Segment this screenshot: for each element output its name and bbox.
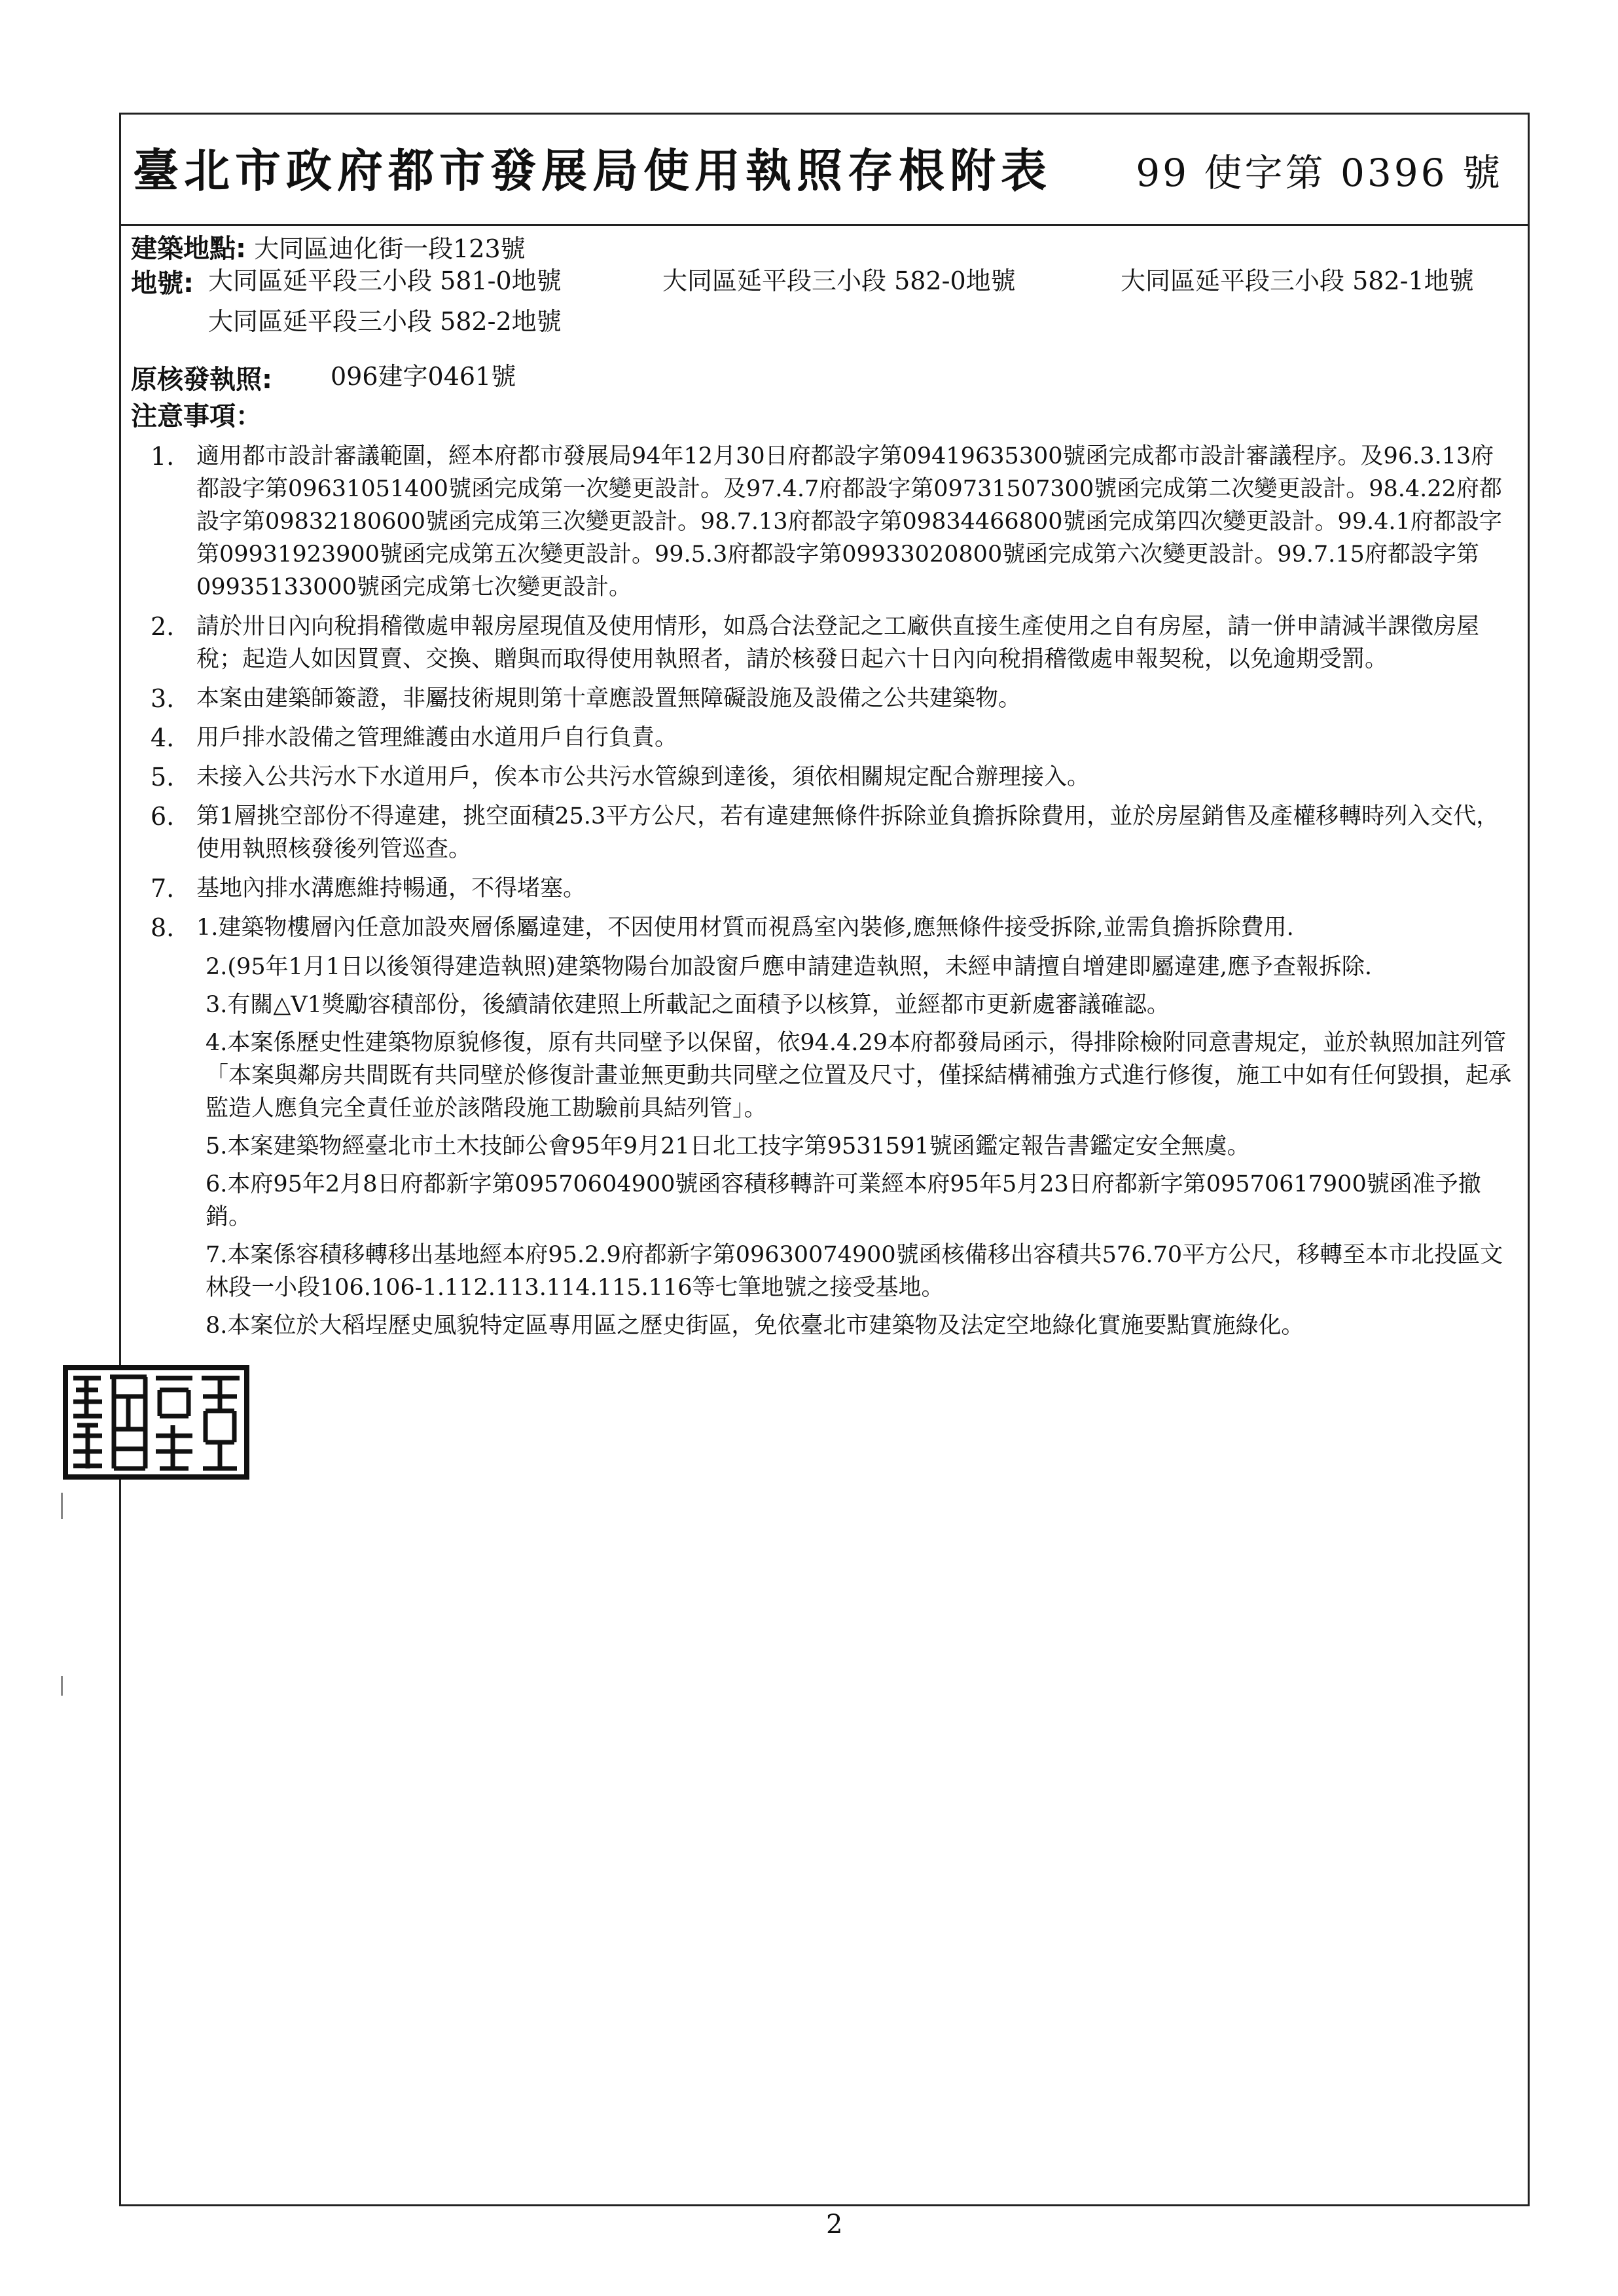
note-number: 7. xyxy=(151,874,175,903)
permit-number: 99 使字第 0396 號 xyxy=(1136,151,1503,195)
note-number: 3. xyxy=(151,684,175,713)
scan-mark xyxy=(61,1676,63,1696)
address-value: 大同區迪化街一段123號 xyxy=(254,234,526,263)
scan-mark xyxy=(61,1493,63,1519)
note-text: 適用都市設計審議範圍，經本府都市發展局94年12月30日府都設字第09419635300號函完成都市設計審議程序。及96.3.13府都設字第09631051400號函完成第一次變更設計。及97.4.7府都設字第09731507300號函完成第二次變更設計。98.4.22府都設字第09832180600號函完成第三次變更設計。98.7.13府都設字第09834466800號函完成第四次變更設計。99.4.1府都設字第09931923900號函完成第五次變更設計。99.5.3府都設字第09933020800號函完成第六次變更設計。99.7.15府都設字第09935133000號函完成第七次變更設計。 xyxy=(196,443,1502,600)
official-seal-stamp xyxy=(63,1365,249,1480)
page-number: 2 xyxy=(826,2210,843,2240)
note-number: 8. xyxy=(151,913,175,942)
note-item-8 xyxy=(151,911,1512,944)
note-number: 5. xyxy=(151,763,175,792)
note8-sub-8: 8.本案位於大稻埕歷史風貌特定區專用區之歷史街區，免依臺北市建築物及法定空地綠化實施要點實施綠化。 xyxy=(206,1313,1304,1339)
lot-label: 地號: xyxy=(131,268,194,299)
note-number: 6. xyxy=(151,802,175,831)
note-item xyxy=(151,872,1512,905)
note-number: 2. xyxy=(151,612,175,641)
note8-sub-4: 4.本案係歷史性建築物原貌修復，原有共同壁予以保留，依94.4.29本府都發局函示，得排除檢附同意書規定，並於執照加註列管「本案與鄰房共間既有共同壁於修復計畫並無更動共同壁之位置及尺寸，僅採結構補強方式進行修復，施工中如有任何毀損，起承監造人應負完全責任並於該階段施工勘驗前具結列管」。 xyxy=(206,1030,1512,1121)
original-license-label: 原核發執照: xyxy=(131,365,272,395)
note8-sub-2: 2.(95年1月1日以後領得建造執照)建築物陽台加設窗戶應申請建造執照，未經申請擅自增建即屬違建,應予查報拆除. xyxy=(206,954,1373,980)
note-item xyxy=(151,610,1512,676)
note-text: 本案由建築師簽證，非屬技術規則第十章應設置無障礙設施及設備之公共建築物。 xyxy=(196,685,1022,712)
seal-glyph-pattern xyxy=(68,1370,244,1474)
address-label: 建築地點: xyxy=(131,234,246,264)
note-text: 基地內排水溝應維持暢通，不得堵塞。 xyxy=(196,875,586,902)
notes-heading: 注意事項： xyxy=(131,401,262,431)
lot-1: 大同區延平段三小段 581-0地號 xyxy=(208,266,562,295)
original-license-value: 096建字0461號 xyxy=(331,362,516,391)
note8-sub-3: 3.有關△V1獎勵容積部份，後續請依建照上所載記之面積予以核算，並經都市更新處審議確認。 xyxy=(206,992,1170,1018)
note-text: 請於卅日內向稅捐稽徵處申報房屋現值及使用情形，如爲合法登記之工廠供直接生產使用之自有房屋，請一併申請減半課徵房屋稅；起造人如因買賣、交換、贈與而取得使用執照者，請於核發日起六十日內向稅捐稽徵處申報契稅，以免逾期受罰。 xyxy=(196,613,1480,672)
note-number: 1. xyxy=(151,442,175,471)
note-item xyxy=(151,440,1512,604)
document-title: 臺北市政府都市發展局使用執照存根附表 xyxy=(133,143,1052,198)
note-number: 4. xyxy=(151,723,175,752)
note-item xyxy=(151,682,1512,715)
note-item xyxy=(151,761,1512,793)
note8-sub-5: 5.本案建築物經臺北市土木技師公會95年9月21日北工技字第9531591號函鑑定報告書鑑定安全無虞。 xyxy=(206,1133,1250,1159)
lot-4: 大同區延平段三小段 582-2地號 xyxy=(208,307,562,336)
note-item xyxy=(151,800,1512,866)
title-row xyxy=(121,115,1528,226)
lot-2: 大同區延平段三小段 582-0地號 xyxy=(662,266,1016,295)
address-line xyxy=(131,236,526,262)
lot-3: 大同區延平段三小段 582-1地號 xyxy=(1121,266,1474,295)
note-text: 未接入公共污水下水道用戶，俟本市公共污水管線到達後，須依相關規定配合辦理接入。 xyxy=(196,764,1090,790)
note8-sub-1: 1.建築物樓層內任意加設夾層係屬違建，不因使用材質而視爲室內裝修,應無條件接受拆除,並需負擔拆除費用. xyxy=(196,915,1294,941)
note-text: 第1層挑空部份不得違建，挑空面積25.3平方公尺，若有違建無條件拆除並負擔拆除費用，並於房屋銷售及產權移轉時列入交代，使用執照核發後列管巡查。 xyxy=(196,803,1500,862)
note8-sub-7: 7.本案係容積移轉移出基地經本府95.2.9府都新字第09630074900號函核備移出容積共576.70平方公尺，移轉至本市北投區文林段一小段106.106-1.112.113.114.115.116等七筆地號之接受基地。 xyxy=(206,1242,1503,1301)
notes-list xyxy=(151,440,1512,1347)
note-item xyxy=(151,721,1512,754)
note-text: 用戶排水設備之管理維護由水道用戶自行負責。 xyxy=(196,725,678,751)
note8-sub-6: 6.本府95年2月8日府都新字第09570604900號函容積移轉許可業經本府95年5月23日府都新字第09570617900號函准予撤銷。 xyxy=(206,1171,1481,1230)
